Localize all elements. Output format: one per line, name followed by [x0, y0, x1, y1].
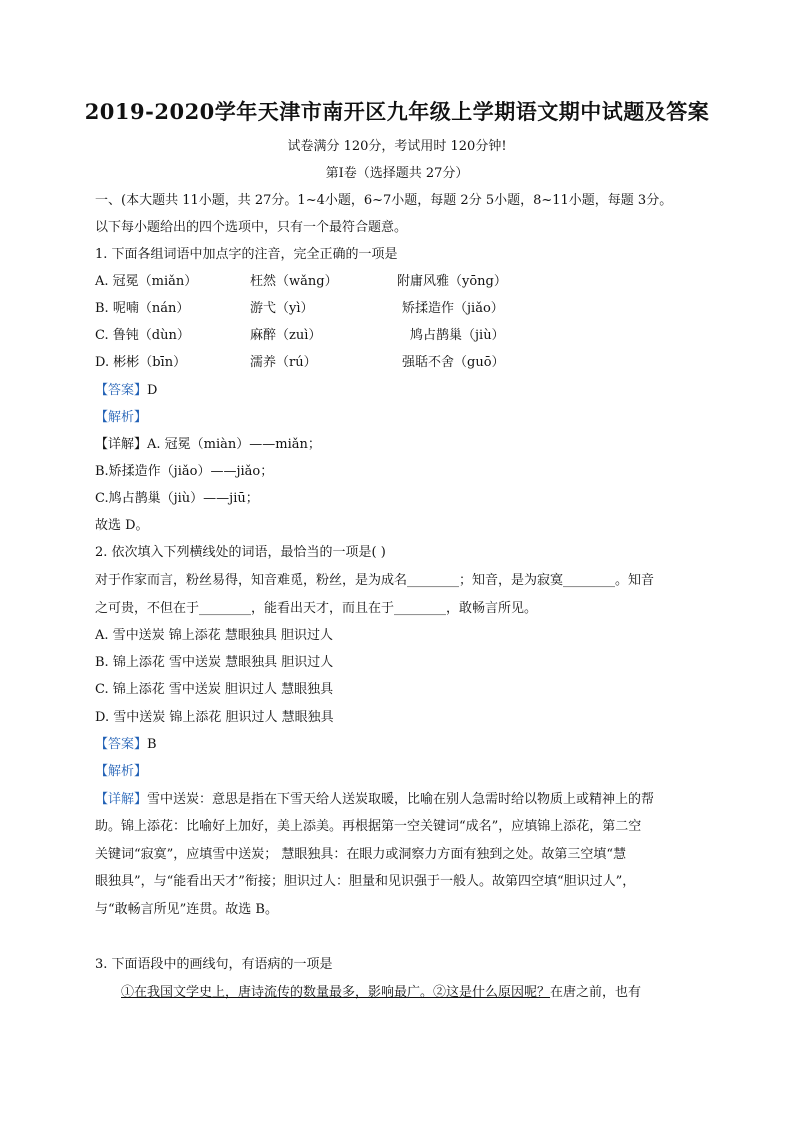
option-row	[95, 273, 715, 291]
answer-value: B	[147, 737, 157, 752]
exam-info: 试卷满分 120分，考试用时 120分钟!	[287, 139, 507, 154]
detail-tag: 【详解】	[95, 792, 148, 807]
option-cell: 麻醉（zuì）	[250, 328, 322, 343]
option-line: C. 锦上添花 雪中送炭 胆识过人 慧眼独具	[95, 682, 334, 697]
passage-line: 对于作家而言，粉丝易得，知音难觅，粉丝，是为成名________；知音，是为寂寞________。知音	[95, 573, 655, 588]
question-stem: 3. 下面语段中的画线句，有语病的一项是	[95, 957, 333, 972]
option-line: D. 雪中送炭 锦上添花 胆识过人 慧眼独具	[95, 710, 334, 725]
detail-line: 眼独具”，与“能看出天才”衔接；胆识过人：胆量和见识强于一般人。故第四空填“胆识过人”，	[95, 874, 636, 889]
option-cell: 枉然（wǎng）	[250, 274, 338, 289]
detail-line: C.鸠占鹊巢（jiù）——jiū；	[95, 491, 259, 506]
intro-line: 以下每小题给出的四个选项中，只有一个最符合题意。	[95, 220, 408, 235]
option-cell: 鸠占鹊巢（jiù）	[410, 328, 505, 343]
passage-line	[121, 984, 641, 1002]
option-cell: 附庸风雅（yōng）	[397, 274, 507, 289]
underlined-sentence: ①在我国文学史上，唐诗流传的数量最多，影响最广。	[121, 985, 434, 1000]
underlined-sentence: ②这是什么原因呢？	[433, 985, 551, 1000]
detail-line	[95, 436, 321, 454]
answer-tag: 【答案】	[95, 383, 148, 398]
analysis-tag: 【解析】	[95, 410, 148, 425]
detail-text: 雪中送炭：意思是指在下雪天给人送炭取暖，比喻在别人急需时给以物质上或精神上的帮	[147, 792, 655, 807]
page-title: 2019-2020学年天津市南开区九年级上学期语文期中试题及答案	[84, 99, 710, 124]
option-cell: 濡养（rú）	[250, 355, 317, 370]
option-row	[95, 327, 715, 345]
question-stem: 2. 依次填入下列横线处的词语，最恰当的一项是( )	[95, 545, 386, 560]
option-cell: B. 呢喃（nán）	[95, 301, 190, 316]
section-heading: 第Ⅰ卷（选择题共 27分）	[325, 166, 469, 181]
intro-line: 一、(本大题共 11小题，共 27分。1~4小题，6~7小题，每题 2分 5小题，8~11小题，每题 3分。	[95, 193, 673, 208]
detail-text: A. 冠冕（miàn）——miǎn；	[147, 437, 321, 452]
detail-line: 关键词“寂寞”，应填雪中送炭； 慧眼独具：在眼力或洞察力方面有独到之处。故第三空填“慧	[95, 847, 627, 862]
answer-line	[95, 382, 157, 400]
answer-tag: 【答案】	[95, 737, 148, 752]
detail-tag: 【详解】	[95, 437, 148, 452]
option-row	[95, 354, 715, 372]
option-line: A. 雪中送炭 锦上添花 慧眼独具 胆识过人	[95, 628, 334, 643]
detail-line	[95, 791, 654, 809]
answer-line	[95, 736, 157, 754]
option-cell: D. 彬彬（bīn）	[95, 355, 187, 370]
question-stem: 1. 下面各组词语中加点字的注音，完全正确的一项是	[95, 247, 398, 262]
detail-line: B.矫揉造作（jiǎo）——jiǎo；	[95, 464, 274, 479]
option-cell: 矫揉造作（jiǎo）	[402, 301, 504, 316]
option-cell: A. 冠冕（miǎn）	[95, 274, 198, 289]
detail-line: 故选 D。	[95, 518, 149, 533]
detail-line: 助。锦上添花：比喻好上加好，美上添美。再根据第一空关键词“成名”，应填锦上添花，第二空	[95, 819, 642, 834]
option-cell: C. 鲁钝（dùn）	[95, 328, 190, 343]
option-row	[95, 300, 715, 318]
passage-text: 在唐之前，也有	[550, 985, 642, 1000]
option-line: B. 锦上添花 雪中送炭 慧眼独具 胆识过人	[95, 655, 334, 670]
detail-line: 与“敢畅言所见”连贯。故选 B。	[95, 902, 278, 917]
passage-line: 之可贵，不但在于________，能看出天才，而且在于________，敢畅言所见。	[95, 601, 538, 616]
answer-value: D	[147, 383, 158, 398]
analysis-tag: 【解析】	[95, 764, 148, 779]
option-cell: 游弋（yì）	[250, 301, 314, 316]
option-cell: 强聒不舍（guō）	[402, 355, 505, 370]
